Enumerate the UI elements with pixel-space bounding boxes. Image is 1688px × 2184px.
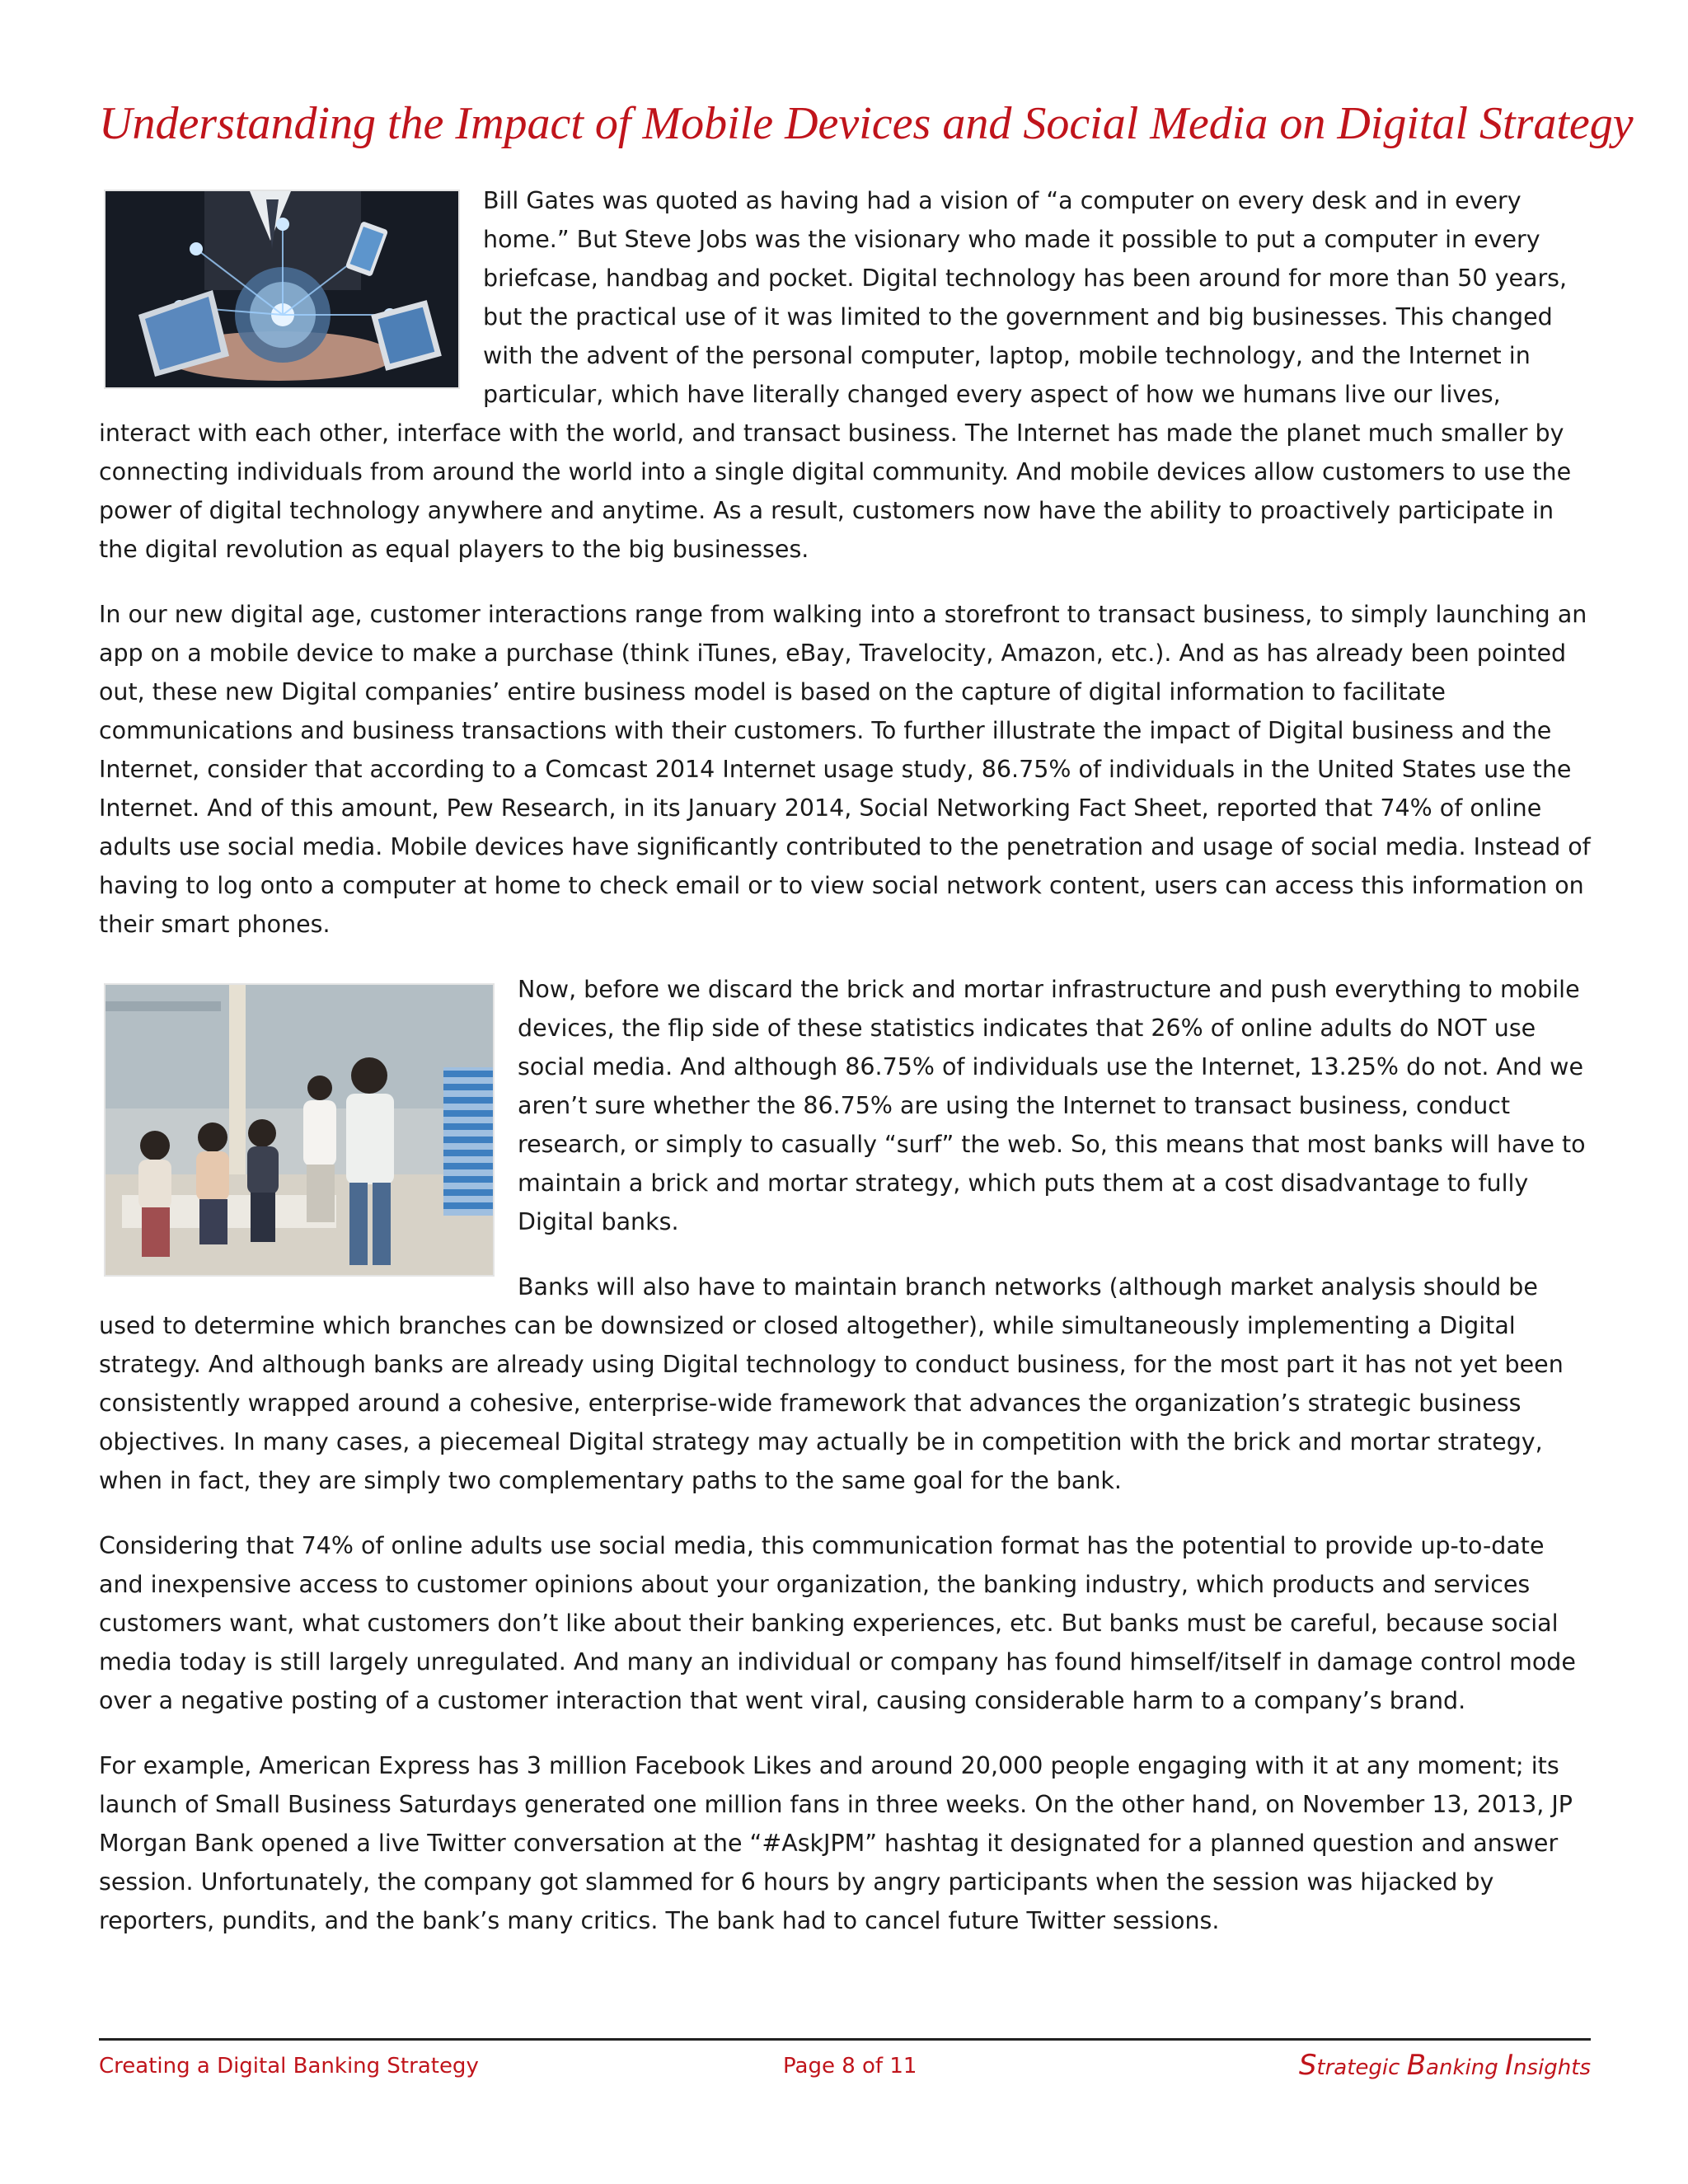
footer-brand-initial: I [1504,2049,1514,2082]
footer-brand-initial: B [1406,2049,1427,2082]
paragraph-4: Banks will also have to maintain branch networks (although market analysis should be used to determine which branches can be downsized or closed altogether), while simultaneously implementing a Digital strategy. And although banks are already using Digital technology to conduct business, for the most part it has not yet been consistently wrapped around a cohesive, enterprise-wide framework that advances the organization’s strategic business objectives. In many cases, a piecemeal Digital strategy may actually be in competition with the brick and mortar strategy, when in fact, they are simply two complementary paths to the same goal for the bank. [99,1273,1564,1494]
footer-document-title: Creating a Digital Banking Strategy [99,2054,479,2079]
footer-publication-name [1299,2049,1591,2082]
footer-page-number: Page 8 of 11 [783,2054,917,2079]
footer-divider [99,2038,1591,2041]
footer-brand-word: anking [1426,2055,1505,2080]
page-footer [99,2049,1591,2087]
paragraph-2: In our new digital age, customer interactions range from walking into a storefront to transact business, to simply launching an app on a mobile device to make a purchase (think iTunes, eBay, Travelocity, Amazon, etc.). And as has already been pointed out, these new Digital companies’ entire business model is based on the capture of digital information to facilitate communications and business transactions with their customers. To further illustrate the impact of Digital business and the Internet, consider that according to a Comcast 2014 Internet usage study, 86.75% of individuals in the United States use the Internet. And of this amount, Pew Research, in its January 2014, Social Networking Fact Sheet, reported that 74% of online adults use social media. Mobile devices have significantly contributed to the penetration and usage of social media. Instead of having to log onto a computer at home to check email or to view social network content, users can access this information on their smart phones. [99,601,1591,938]
mobile-devices-photo [104,190,460,389]
page-title: Understanding the Impact of Mobile Devices and Social Media on Digital Strategy [99,98,1634,149]
paragraph-5: Considering that 74% of online adults use social media, this communication format has the potential to provide up-to-date and inexpensive access to customer opinions about your organization, the banking industry, which products and services customers want, what customers don’t like about their banking experiences, etc. But banks must be careful, because social media today is still largely unregulated. And many an individual or company has found himself/itself in damage control mode over a negative posting of a customer interaction that went viral, causing considerable harm to a company’s brand. [99,1532,1576,1714]
footer-brand-initial: S [1298,2049,1317,2082]
document-page [99,0,1634,2184]
footer-brand-word: nsights [1513,2055,1591,2080]
paragraph-6: For example, American Express has 3 million Facebook Likes and around 20,000 people engaging with it at any moment; its launch of Small Business Saturdays generated one million fans in three weeks. On the other hand, on November 13, 2013, JP Morgan Bank opened a live Twitter conversation at the “#AskJPM” hashtag it designated for a planned question and answer session. Unfortunately, the company got slammed for 6 hours by angry participants when the session was hijacked by reporters, pundits, and the bank’s many critics. The bank had to cancel future Twitter sessions. [99,1752,1573,1934]
paragraph-3: Now, before we discard the brick and mortar infrastructure and push everything to mobile devices, the flip side of these statistics indicates that 26% of online adults do NOT use social media. And although 86.75% of individuals use the Internet, 13.25% do not. And we aren’t sure whether the 86.75% are using the Internet to transact business, conduct research, or simply to casually “surf” the web. So, this means that most banks will have to maintain a brick and mortar strategy, which puts them at a cost disadvantage to fully Digital banks. [518,976,1586,1235]
footer-brand-word: trategic [1316,2055,1407,2080]
people-using-phones-photo [104,983,495,1277]
paragraph-1: Bill Gates was quoted as having had a vision of “a computer on every desk and in every home.” But Steve Jobs was the visionary who made it possible to put a computer in every briefcase, handbag and pocket. Digital technology has been around for more than 50 years, but the practical use of it was limited to the government and big businesses. This changed with the advent of the personal computer, laptop, mobile technology, and the Internet in particular, which have literally changed every aspect of how we humans live our lives, interact with each other, interface with the world, and transact business. The Internet has made the planet much smaller by connecting individuals from around the world into a single digital community. And mobile devices allow customers to use the power of digital technology anywhere and anytime. As a result, customers now have the ability to proactively participate in the digital revolution as equal players to the big businesses. [99,187,1572,563]
article-body [99,181,1591,1966]
